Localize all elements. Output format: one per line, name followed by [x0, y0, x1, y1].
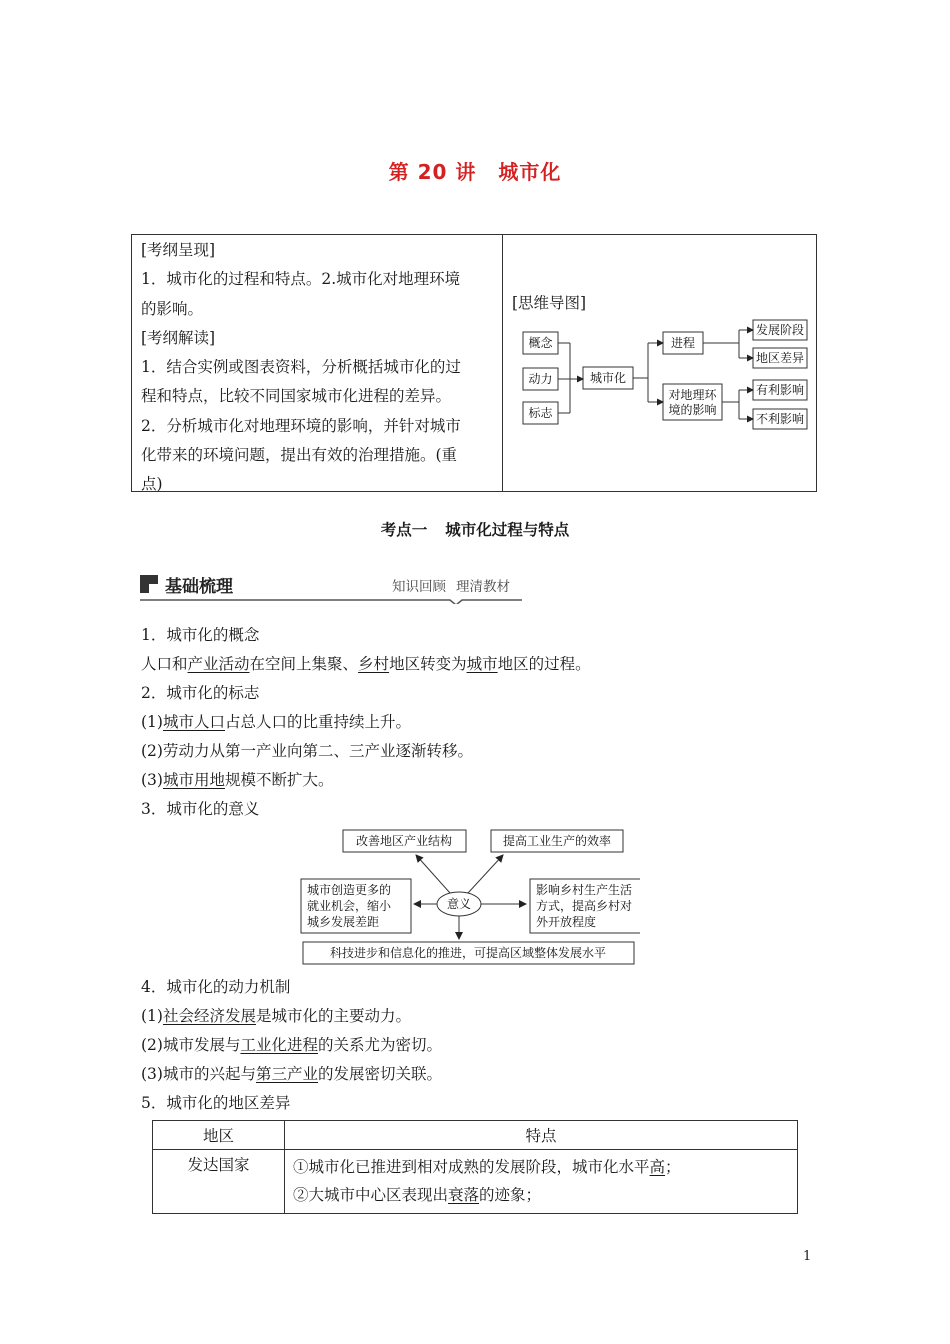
mind-map — [512, 235, 816, 491]
s1-text: 人口和产业活动在空间上集聚、乡村地区转变为城市地区的过程。 — [141, 655, 591, 673]
syllabus-line: 点) — [141, 475, 163, 494]
section-4-5 — [141, 973, 821, 1118]
s4-item: (3)城市的兴起与第三产业的发展密切关联。 — [141, 1065, 442, 1083]
banner-subtitle: 知识回顾 理清教材 — [392, 579, 510, 595]
s2-heading: 2．城市化的标志 — [141, 684, 260, 702]
s2-item: (3)城市用地规模不断扩大。 — [141, 771, 334, 789]
table-header-features: 特点 — [285, 1121, 798, 1150]
mind-map-heading: [思维导图] — [512, 294, 587, 312]
s4-item: (2)城市发展与工业化进程的关系尤为密切。 — [141, 1036, 442, 1054]
syllabus-line: 的影响。 — [141, 299, 204, 318]
table-cell-features: ①城市化已推进到相对成熟的发展阶段，城市化水平高； ②大城市中心区表现出衰落的迹象； — [285, 1150, 798, 1214]
table-cell-region: 发达国家 — [153, 1150, 285, 1214]
syllabus-line: 1．城市化的过程和特点。2.城市化对地理环境 — [141, 270, 461, 289]
section-1-3 — [141, 621, 821, 824]
diagram-node: 影响乡村生产生活 — [536, 883, 633, 897]
syllabus-text — [141, 236, 493, 500]
syllabus-line: 1．结合实例或图表资料，分析概括城市化的过 — [141, 358, 461, 377]
mm-node: 不利影响 — [755, 412, 805, 426]
s4-item: (1)社会经济发展是城市化的主要动力。 — [141, 1007, 411, 1025]
mm-node: 对地理环 — [668, 388, 717, 402]
mm-node: 标志 — [528, 406, 553, 420]
diagram-node: 外开放程度 — [536, 915, 597, 929]
syllabus-line: [考纲解读] — [141, 328, 216, 347]
diagram-node: 就业机会，缩小 — [307, 899, 392, 913]
mm-node: 发展阶段 — [755, 323, 805, 337]
syllabus-line: 程和特点，比较不同国家城市化进程的差异。 — [141, 387, 452, 406]
mm-node: 城市化 — [589, 371, 627, 385]
mm-node: 动力 — [528, 372, 553, 386]
basics-banner — [140, 570, 522, 602]
mind-map-cell — [512, 235, 812, 491]
banner-underline — [140, 598, 522, 604]
s2-item: (2)劳动力从第一产业向第二、三产业逐渐转移。 — [141, 742, 473, 760]
mm-node: 境的影响 — [668, 403, 717, 417]
s3-heading: 3．城市化的意义 — [141, 800, 260, 818]
mm-node: 地区差异 — [755, 351, 805, 365]
page-title: 第 20 讲 城市化 — [388, 160, 562, 184]
diagram-node: 城市创造更多的 — [307, 883, 392, 897]
s2-item: (1)城市人口占总人口的比重持续上升。 — [141, 713, 411, 731]
syllabus-line: 2．分析城市化对地理环境的影响，并针对城市 — [141, 416, 461, 435]
mm-node: 进程 — [670, 336, 696, 350]
diagram-node: 科技进步和信息化的推进，可提高区域整体发展水平 — [329, 946, 607, 960]
table-row — [153, 1150, 798, 1214]
diagram-node: 提高工业生产的效率 — [502, 834, 612, 848]
table-header-region: 地区 — [153, 1121, 285, 1150]
banner-label: 基础梳理 — [165, 577, 233, 597]
diagram-node: 城乡发展差距 — [307, 915, 380, 929]
mm-node: 概念 — [528, 336, 553, 350]
syllabus-line: [考纲呈现] — [141, 241, 216, 259]
syllabus-box — [131, 234, 817, 492]
s5-heading: 5．城市化的地区差异 — [141, 1094, 291, 1112]
mm-node: 有利影响 — [755, 383, 805, 397]
significance-diagram — [298, 826, 640, 968]
table-header-row — [153, 1121, 798, 1150]
diagram-node: 方式，提高乡村对 — [536, 899, 633, 913]
syllabus-line: 化带来的环境问题，提出有效的治理措施。(重 — [141, 446, 458, 465]
section-heading: 考点一 城市化过程与特点 — [380, 521, 570, 539]
regional-differences-table — [152, 1120, 798, 1214]
s4-heading: 4．城市化的动力机制 — [141, 978, 291, 996]
diagram-center: 意义 — [446, 897, 472, 911]
diagram-node: 改善地区产业结构 — [355, 834, 453, 848]
s1-heading: 1．城市化的概念 — [141, 626, 260, 644]
